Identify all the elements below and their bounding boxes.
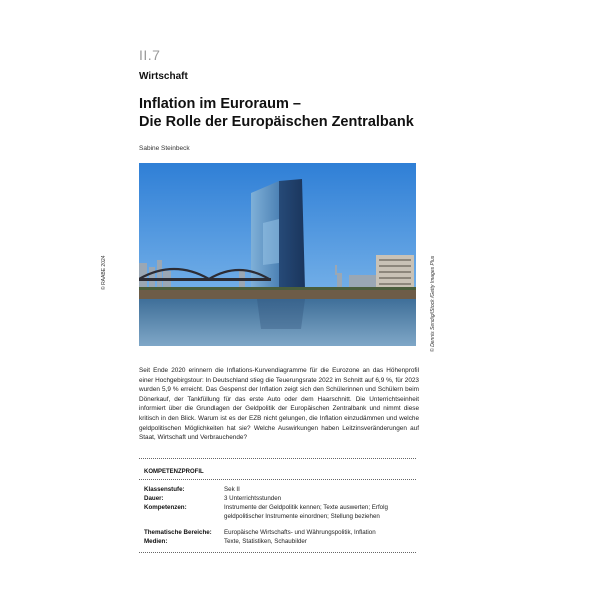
photo-illustration <box>139 163 416 346</box>
profile-top-rule <box>139 458 416 459</box>
riverbank <box>139 289 416 299</box>
title-line-1: Inflation im Euroraum – <box>139 96 301 112</box>
profile-value: Texte, Statistiken, Schaubilder <box>224 538 307 545</box>
bridge-deck <box>139 278 271 281</box>
profile-value: 3 Unterrichtsstunden <box>224 495 282 502</box>
ecb-tower-east <box>279 179 305 289</box>
competence-profile <box>139 458 416 558</box>
category-label: Wirtschaft <box>139 71 188 82</box>
photo-credit: © Dennis Sendig/iStock /Getty Images Plus <box>430 255 436 352</box>
title-line-2: Die Rolle der Europäischen Zentralbank <box>139 114 414 130</box>
chapter-number: II.7 <box>139 47 161 63</box>
profile-value: Sek II <box>224 486 240 493</box>
profile-value: Europäische Wirtschafts- und Währungspolitik, Inflation <box>224 529 376 536</box>
profile-value: Instrumente der Geldpolitik kennen; Texte auswerten; Erfolg geldpolitischer Instrumente einordnen; Stellung beziehen <box>224 504 388 520</box>
profile-heading: KOMPETENZPROFIL <box>144 469 204 475</box>
ecb-tower-photo <box>139 163 416 346</box>
profile-bottom-rule <box>139 552 416 553</box>
profile-label: Klassenstufe: <box>144 486 185 493</box>
profile-label: Medien: <box>144 538 168 545</box>
profile-label: Dauer: <box>144 495 164 502</box>
profile-label: Thematische Bereiche: <box>144 529 212 536</box>
profile-heading-rule <box>139 479 416 480</box>
author-name: Sabine Steinbeck <box>139 145 190 152</box>
page-title <box>139 95 414 131</box>
profile-label: Kompetenzen: <box>144 504 187 511</box>
copyright-note: © RAABE 2024 <box>101 255 107 290</box>
intro-paragraph: Seit Ende 2020 erinnern die Inflations-Kurvendiagramme für die Eurozone an das Höhenprofil einer Hochgebirgstour: In Deutschland stieg die Teuerungsrate 2022 im Schnitt auf 6,9 %, für 2023 wurden 5,9 % erreicht. Das Gespenst der Inflation zeigt sich den Schülerinnen und Schülern beim Dönerkauf, der Tankfüllung für das erste Auto oder dem Haarschnitt. Die Unterrichtseinheit informiert über die Grundlagen der Geldpolitik der Europäischen Zentralbank und nimmt diese kritisch in den Blick. Warum ist es der EZB nicht gelungen, die Inflation einzudämmen und welche geldpolitischen Möglichkeiten hat sie? Welche Auswirkungen haben Leitzinsveränderungen auf Staat, Wirtschaft und Verbrauchende? <box>139 367 419 442</box>
tower-reflection <box>257 299 305 329</box>
